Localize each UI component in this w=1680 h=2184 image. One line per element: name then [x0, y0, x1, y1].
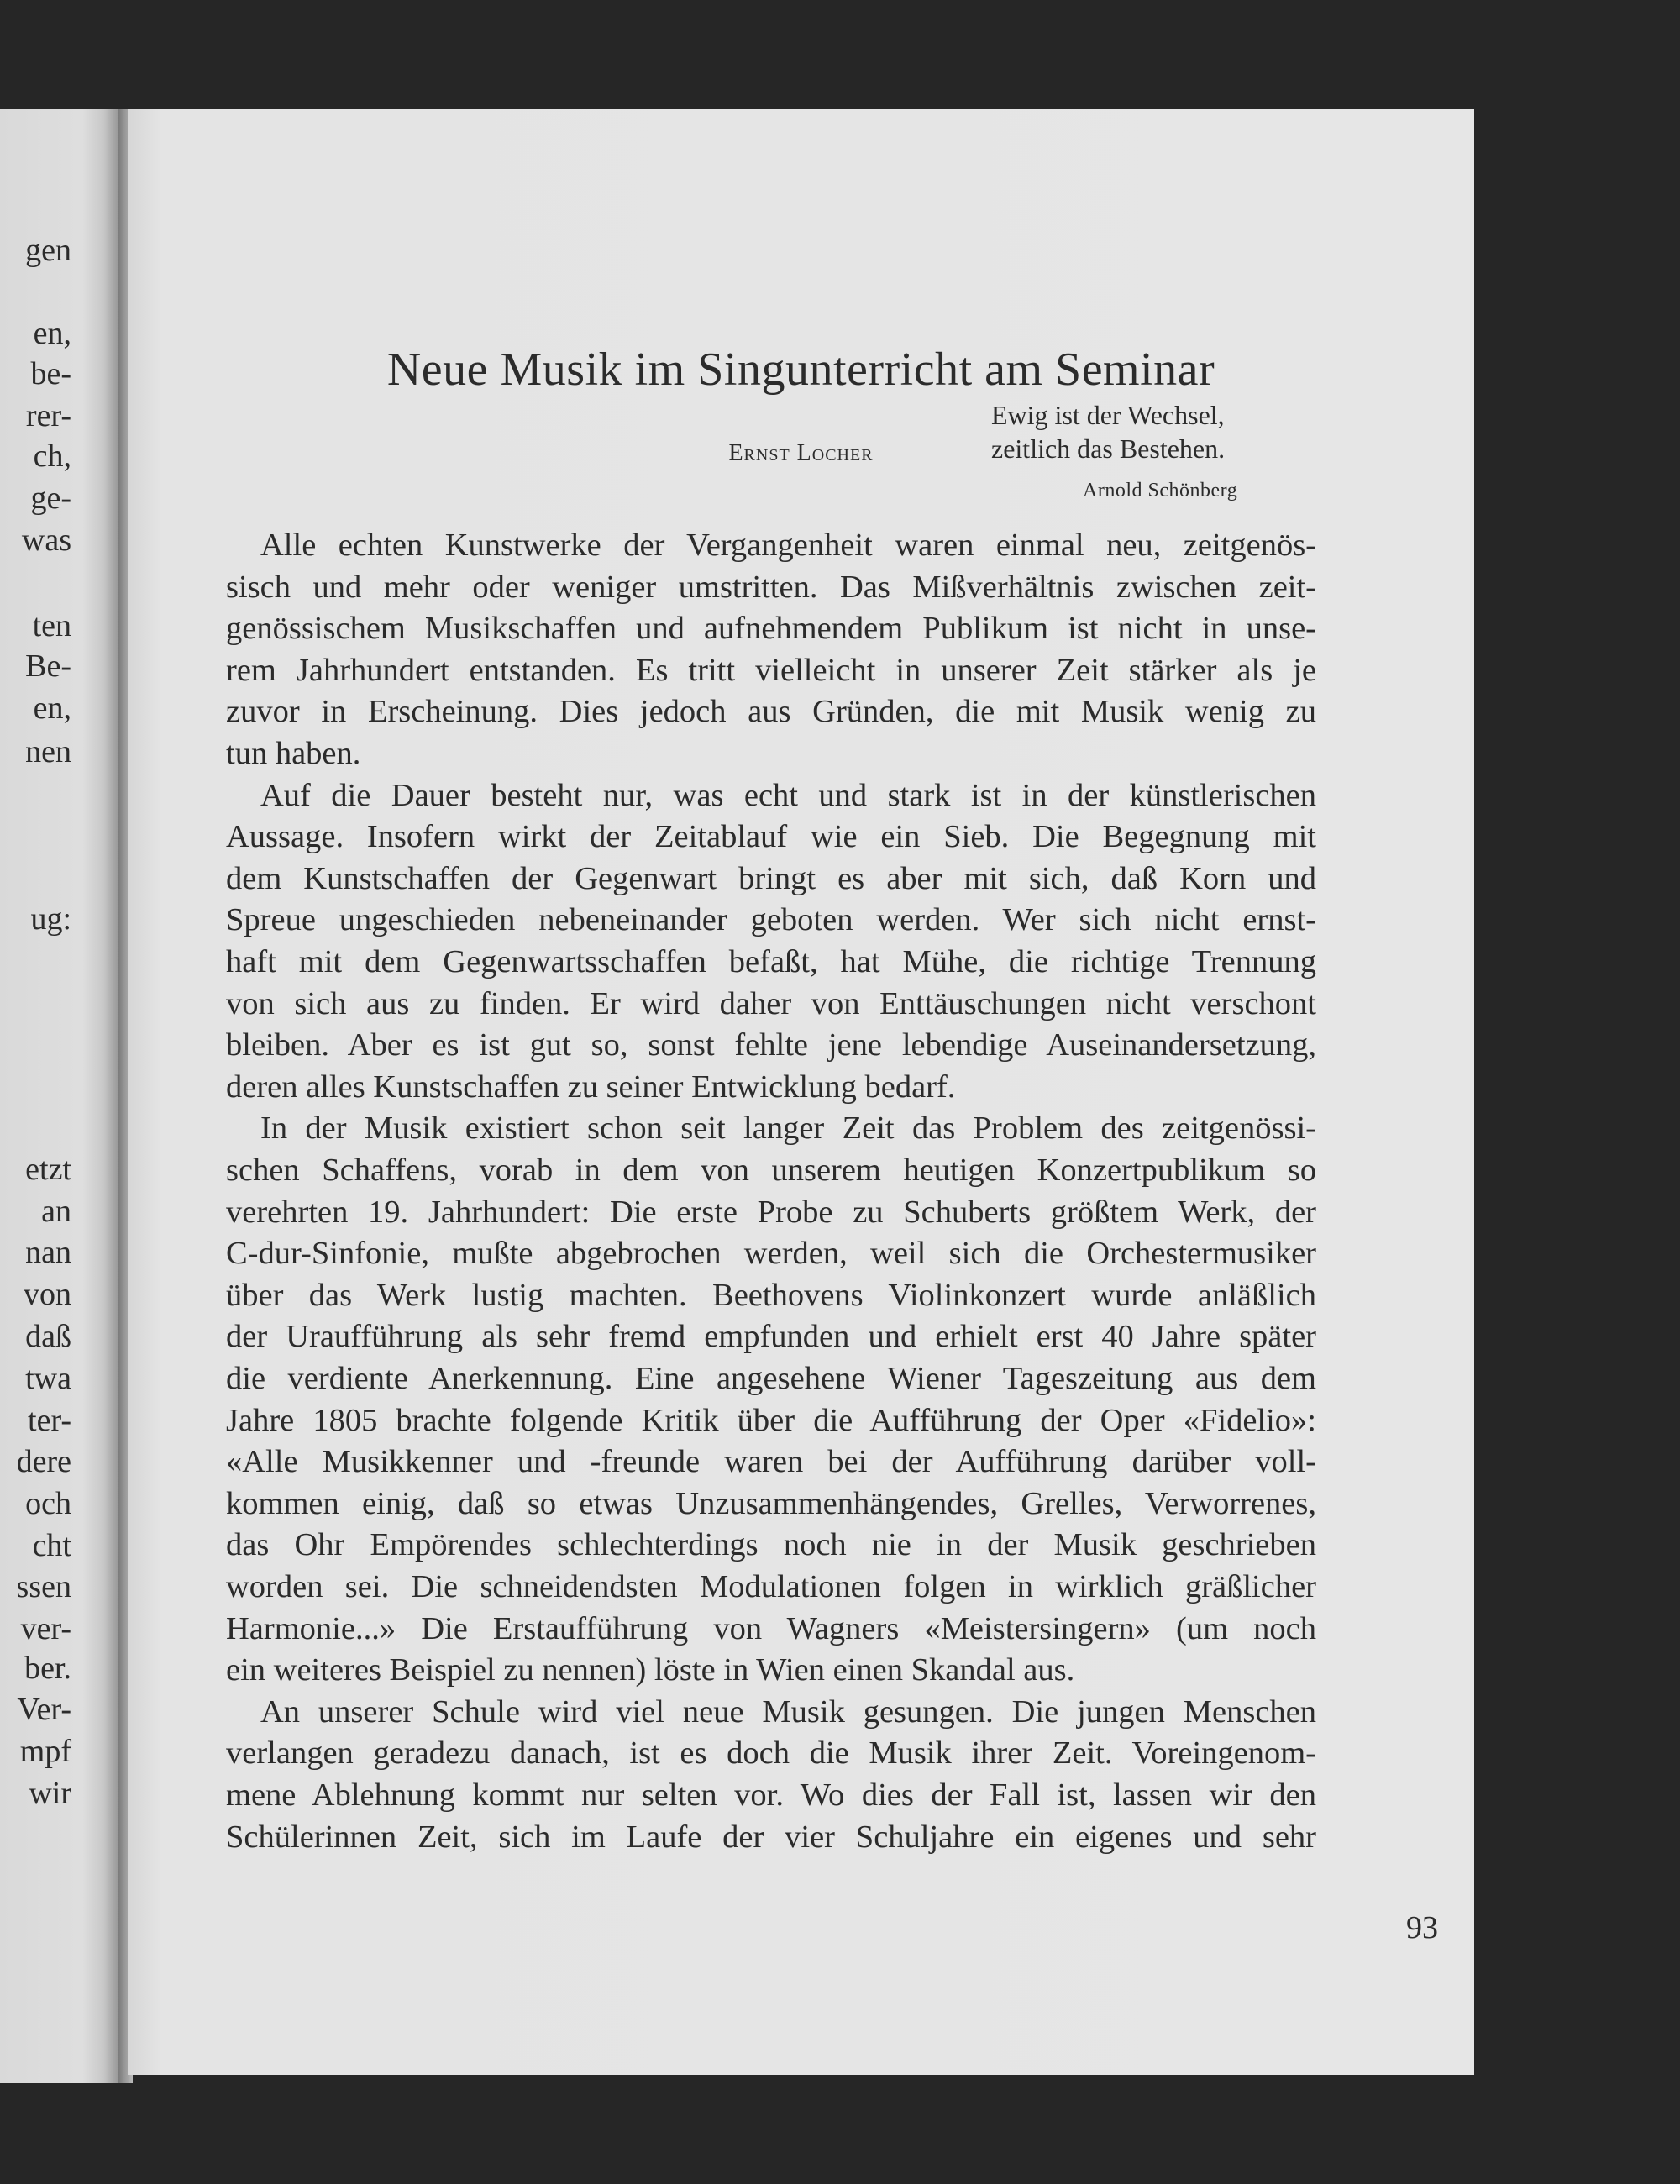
- left-page-text-fragment: ug:: [30, 901, 71, 937]
- left-page-text-fragment: etzt: [25, 1152, 71, 1187]
- left-page-text-fragment: ten: [32, 608, 71, 643]
- body-text-line: ein weiteres Beispiel zu nennen) löste in Wien einen Skandal aus.: [226, 1652, 1075, 1688]
- left-page-text-fragment: ssen: [16, 1569, 71, 1604]
- left-page-text-fragment: cht: [32, 1528, 71, 1563]
- body-text-line: Alle echten Kunstwerke der Vergangenheit waren einmal neu, zeitgenös-: [260, 528, 1316, 563]
- body-text-line: kommen einig, daß so etwas Unzusammenhängendes, Grelles, Verworrenes,: [226, 1485, 1316, 1521]
- epigraph-attribution: Arnold Schönberg: [1083, 480, 1238, 501]
- left-page-text-fragment: gen: [25, 233, 71, 268]
- body-text-line: «Alle Musikkenner und -freunde waren bei der Aufführung darüber voll-: [226, 1444, 1316, 1480]
- body-text-line: tun haben.: [226, 736, 361, 771]
- body-text-line: Auf die Dauer besteht nur, was echt und stark ist in der künstlerischen: [260, 777, 1316, 813]
- body-text-line: zuvor in Erscheinung. Dies jedoch aus Gründen, die mit Musik wenig zu: [226, 694, 1316, 730]
- left-page-edge: [0, 109, 118, 2083]
- left-page-text-fragment: twa: [25, 1361, 71, 1396]
- body-text-line: das Ohr Empörendes schlechterdings noch nie in der Musik geschrieben: [226, 1527, 1316, 1563]
- body-text-line: dem Kunstschaffen der Gegenwart bringt es aber mit sich, daß Korn und: [226, 860, 1316, 896]
- epigraph-line: zeitlich das Bestehen.: [991, 433, 1226, 464]
- left-page-text-fragment: en,: [33, 316, 71, 351]
- left-page-text-fragment: och: [25, 1486, 71, 1521]
- body-text-line: Spreue ungeschieden nebeneinander geboten werden. Wer sich nicht ernst-: [226, 902, 1316, 938]
- body-text-line: sisch und mehr oder weniger umstritten. Das Mißverhältnis zwischen zeit-: [226, 569, 1316, 605]
- body-text-line: deren alles Kunstschaffen zu seiner Entwicklung bedarf.: [226, 1068, 956, 1105]
- body-text-line: der Uraufführung als sehr fremd empfunden und erhielt erst 40 Jahre später: [226, 1319, 1316, 1355]
- left-page-text-fragment: an: [41, 1194, 71, 1229]
- left-page-text-fragment: ber.: [24, 1651, 71, 1686]
- left-page-text-fragment: ver-: [20, 1611, 71, 1646]
- left-page-text-fragment: ter-: [28, 1403, 71, 1438]
- epigraph-line: Ewig ist der Wechsel,: [991, 400, 1225, 430]
- body-text-line: schen Schaffens, vorab in dem von unserem heutigen Konzertpublikum so: [226, 1152, 1316, 1188]
- left-page-text-fragment: nen: [25, 734, 71, 769]
- body-text-line: die verdiente Anerkennung. Eine angesehene Wiener Tageszeitung aus dem: [226, 1361, 1316, 1396]
- left-page-text-fragment: wir: [29, 1776, 71, 1811]
- article-title: Neue Musik im Singunterricht am Seminar: [386, 344, 1215, 396]
- body-text-line: rem Jahrhundert entstanden. Es tritt vielleicht in unserer Zeit stärker als je: [226, 652, 1316, 688]
- body-text-line: Aussage. Insofern wirkt der Zeitablauf wie ein Sieb. Die Begegnung mit: [226, 819, 1316, 855]
- body-text-line: C-dur-Sinfonie, mußte abgebrochen werden, weil sich die Orchestermusiker: [226, 1236, 1316, 1272]
- left-page-text-fragment: ch,: [33, 438, 71, 474]
- left-page-text-fragment: Be-: [25, 648, 71, 684]
- body-text-line: Schülerinnen Zeit, sich im Laufe der vier Schuljahre ein eigenes und sehr: [226, 1819, 1316, 1855]
- body-text-line: verlangen geradezu danach, ist es doch die Musik ihrer Zeit. Voreingenom-: [226, 1735, 1316, 1772]
- body-text-line: bleiben. Aber es ist gut so, sonst fehlte jene lebendige Auseinandersetzung,: [226, 1027, 1316, 1063]
- left-page-text-fragment: Ver-: [17, 1692, 71, 1727]
- body-text-line: haft mit dem Gegenwartsschaffen befaßt, hat Mühe, die richtige Trennung: [226, 944, 1316, 979]
- body-text-line: In der Musik existiert schon seit langer Zeit das Problem des zeitgenössi-: [260, 1110, 1316, 1147]
- left-page-text-fragment: rer-: [25, 398, 71, 433]
- body-text-line: über das Werk lustig machten. Beethovens Violinkonzert wurde anläßlich: [226, 1277, 1316, 1313]
- left-page-text-fragment: daß: [25, 1319, 71, 1354]
- body-text-line: von sich aus zu finden. Er wird daher von Enttäuschungen nicht verschont: [226, 985, 1316, 1021]
- body-text-line: genössischem Musikschaffen und aufnehmendem Publikum ist nicht in unse-: [226, 611, 1316, 647]
- left-page-text-fragment: von: [24, 1277, 71, 1312]
- left-page-text-fragment: ge-: [30, 480, 71, 516]
- page-number: 93: [1406, 1910, 1438, 1945]
- left-page-text-fragment: nan: [25, 1235, 71, 1270]
- body-text-line: Harmonie...» Die Erstaufführung von Wagners «Meistersingern» (um noch: [226, 1610, 1316, 1646]
- left-page-text-fragment: was: [21, 522, 71, 558]
- body-text-line: mene Ablehnung kommt nur selten vor. Wo dies der Fall ist, lassen wir den: [226, 1777, 1316, 1813]
- body-text-line: Jahre 1805 brachte folgende Kritik über die Aufführung der Oper «Fidelio»:: [226, 1402, 1316, 1438]
- body-text-line: verehrten 19. Jahrhundert: Die erste Probe zu Schuberts größtem Werk, der: [226, 1194, 1316, 1230]
- left-page-text-fragment: en,: [33, 690, 71, 726]
- left-page-text-fragment: dere: [16, 1444, 71, 1479]
- body-text-line: An unserer Schule wird viel neue Musik gesungen. Die jungen Menschen: [260, 1693, 1316, 1730]
- article-author: Ernst Locher: [728, 440, 874, 466]
- left-page-text-fragment: mpf: [19, 1734, 71, 1769]
- body-text-line: worden sei. Die schneidendsten Modulationen folgen in wirklich gräßlicher: [226, 1569, 1316, 1604]
- left-page-text-fragment: be-: [30, 356, 71, 391]
- right-page: [128, 109, 1474, 2075]
